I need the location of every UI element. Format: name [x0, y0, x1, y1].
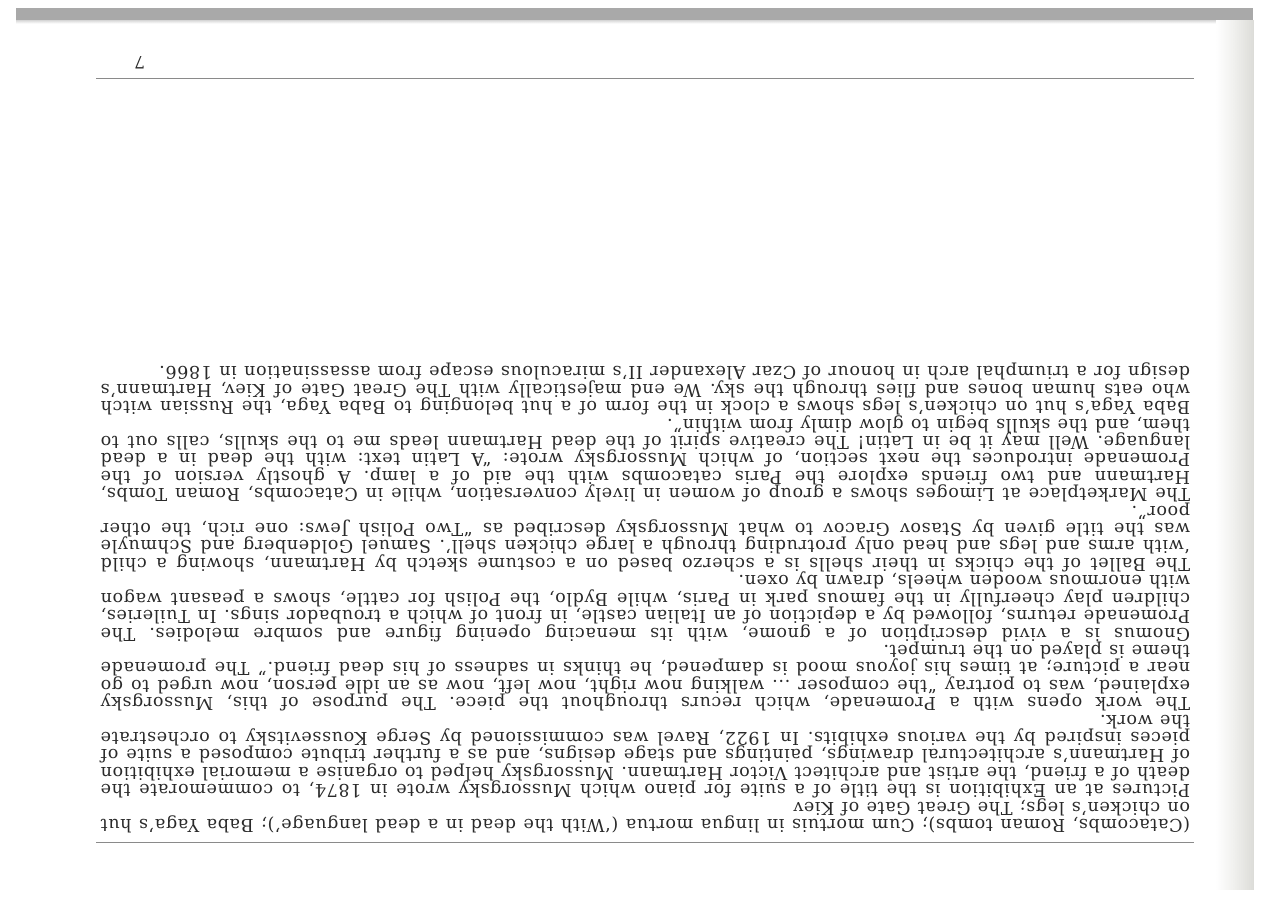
page-number: 7	[134, 51, 145, 71]
book-page	[90, 30, 1200, 860]
scan-top-band	[16, 8, 1253, 20]
book-spine-shadow	[1216, 20, 1254, 890]
page-body	[100, 362, 1190, 832]
paragraph-1: Pictures at an Exhibition is the title of a suite for piano which Mussorgsky wrote in 1874, to commemorate the death of a friend, the artist and architect Victor Hartmann. Mussorgsky helped to organise a memorial exhibition of Hartmann’s architectural drawings, paintings and stage designs, and as a further tribute composed a suite of pieces inspired by the various exhibits. In 1922, Ravel was commissioned by Serge Koussevitsky to orchestrate the work.	[100, 709, 1190, 800]
paragraph-intro: (Catacombs, Roman tombs); Cum mortuis in lingua mortua (‘With the dead in a dead language’); Baba Yaga’s hut on chicken’s legs; The Great Gate of Kiev	[100, 796, 1190, 834]
bottom-rule	[96, 78, 1194, 79]
scan-right-edge	[1254, 20, 1270, 897]
scan-shadow	[16, 20, 1253, 24]
top-rule	[96, 842, 1194, 843]
paragraph-4: The Ballet of the chicks in their shells is a scherzo based on a costume sketch by Hartmann, showing a child ‘with arms and legs and head only protruding through a large chicken shell’. Samuel Goldenberg and Schmuyle was the title given by Stasov Gracov to what Mussorgsky described as “Two Polish Jews: one rich, the other poor”.	[100, 500, 1190, 573]
paragraph-5: The Marketplace at Limoges shows a group of women in lively conversation, while in Catacombs, Roman Tombs, Hartmann and two friends explore the Paris catacombs with the aid of a lamp. A ghostly version of the Promenade introduces the next section, of which Mussorgsky wrote: “A Latin text: with the dead in a dead language. Well may it be in Latin! The creative spirit of the dead Hartmann leads me to the skulls, calls out to them, and the skulls begin to glow dimly from within”.	[100, 413, 1190, 504]
paragraph-6: Baba Yaga’s hut on chicken’s legs shows a clock in the form of a hut belonging to Baba Yaga, the Russian witch who eats human bones and flies through the sky. We end majestically with The Great Gate of Kiev, Hartmann’s design for a triumphal arch in honour of Czar Alexander II’s miraculous escape from assassination in 1866.	[100, 361, 1190, 417]
paragraph-3: Gnomus is a vivid description of a gnome, with its menacing opening figure and sombre melodies. The Promenade returns, followed by a depiction of an Italian castle, in front of which a troubador sings. In Tuileries, children play cheerfully in the famous park in Paris, while Bydlo, the Polish for cattle, shows a peasant wagon with enormous wooden wheels, drawn by oxen.	[100, 570, 1190, 643]
paragraph-2: The work opens with a Promenade, which recurs throughout the piece. The purpose of this, Mussorgsky explained, was to portray “the composer ... walking now right, now left, now as an idle person, now urged to go near a picture; at times his joyous mood is dampened, he thinks in sadness of his dead friend.” The promenade theme is played on the trumpet.	[100, 639, 1190, 713]
